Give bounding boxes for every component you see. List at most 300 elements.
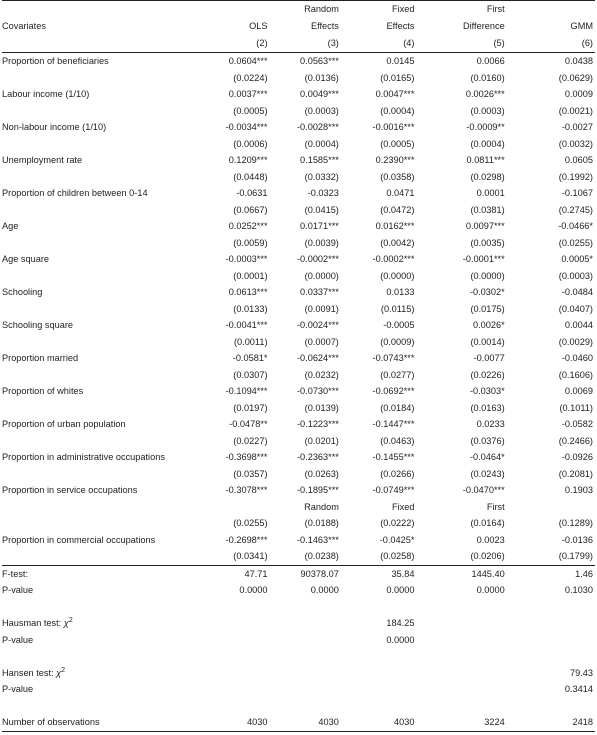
table-cell bbox=[339, 599, 415, 616]
coef-row bbox=[2, 152, 595, 169]
table-cell: (0.0206) bbox=[414, 548, 504, 565]
table-cell bbox=[268, 599, 339, 616]
spacer-row bbox=[2, 599, 595, 616]
table-cell: (0.0201) bbox=[304, 435, 339, 446]
se-row bbox=[2, 548, 595, 565]
table-cell: 4030 bbox=[268, 714, 339, 731]
table-cell: (0.0163) bbox=[470, 402, 505, 413]
hansen-label: Hansen test: bbox=[2, 667, 57, 678]
table-cell: (0.1011) bbox=[559, 402, 593, 413]
header-cell: First bbox=[414, 1, 504, 19]
table-cell bbox=[197, 632, 267, 649]
row-label: Proportion in commercial occupations bbox=[2, 534, 156, 545]
table-cell: 0.0162*** bbox=[375, 221, 415, 231]
table-cell: -0.1455*** bbox=[372, 452, 415, 462]
row-label bbox=[2, 367, 197, 384]
table-cell: -0.0323 bbox=[307, 188, 339, 198]
table-cell: -0.1895*** bbox=[296, 485, 339, 495]
table-cell: -0.3078*** bbox=[225, 485, 268, 495]
table-cell bbox=[339, 665, 415, 682]
table-cell: -0.0478** bbox=[229, 419, 268, 429]
header-cell: Fixed bbox=[339, 1, 415, 19]
table-cell: 0.0005* bbox=[561, 254, 593, 264]
header-cell bbox=[505, 1, 595, 19]
table-cell: 0.0145 bbox=[386, 56, 415, 66]
table-cell: 0.0133 bbox=[386, 287, 415, 297]
table-cell: (0.0009) bbox=[380, 336, 415, 347]
table-cell: 0.1585*** bbox=[300, 155, 339, 165]
table-cell bbox=[268, 698, 339, 715]
table-cell: 0.0037*** bbox=[228, 89, 268, 99]
se-row bbox=[2, 466, 595, 483]
table-cell: (0.0091) bbox=[304, 303, 339, 314]
table-cell: 0.0171*** bbox=[300, 221, 339, 231]
row-label: Number of observations bbox=[2, 714, 197, 731]
table-body bbox=[2, 1, 595, 732]
table-cell: -0.0009** bbox=[466, 122, 505, 132]
table-cell: (0.0003) bbox=[470, 105, 505, 116]
table-cell: 0.0049*** bbox=[300, 89, 339, 99]
table-cell: (0.0197) bbox=[233, 402, 268, 413]
table-cell bbox=[505, 599, 595, 616]
table-cell bbox=[197, 698, 267, 715]
table-cell: -0.1463*** bbox=[296, 534, 339, 545]
header-cell: Effects bbox=[386, 21, 415, 31]
table-cell: (0.0448) bbox=[233, 171, 268, 182]
table-cell: (0.0004) bbox=[470, 138, 505, 149]
table-cell: (0.0160) bbox=[470, 72, 505, 83]
table-cell: 0.0000 bbox=[310, 585, 339, 595]
table-cell: (0.0029) bbox=[558, 336, 593, 347]
table-cell bbox=[197, 499, 267, 516]
table-cell: -0.0425* bbox=[379, 534, 415, 545]
table-cell: 47.71 bbox=[244, 568, 268, 579]
table-cell: 0.3414 bbox=[564, 684, 593, 694]
regression-table bbox=[2, 0, 595, 732]
table-cell: (0.0341) bbox=[197, 548, 267, 565]
table-cell: -0.1447*** bbox=[372, 419, 415, 429]
se-row bbox=[2, 515, 595, 532]
table-cell: (0.1289) bbox=[558, 518, 593, 528]
table-cell: -0.0470*** bbox=[462, 485, 505, 495]
header-row-3 bbox=[2, 35, 595, 53]
table-cell: -0.0303* bbox=[469, 386, 505, 396]
row-label: Schooling square bbox=[2, 320, 73, 330]
table-cell: -0.1094*** bbox=[225, 386, 268, 396]
table-cell: (0.0243) bbox=[470, 468, 505, 479]
table-cell: (0.2466) bbox=[558, 435, 593, 446]
table-cell: (0.0001) bbox=[233, 270, 268, 281]
table-cell: -0.0749*** bbox=[372, 485, 415, 495]
row-label bbox=[2, 466, 197, 483]
table-cell: -0.0077 bbox=[473, 353, 505, 363]
table-cell: (0.0005) bbox=[233, 105, 268, 116]
table-cell: (0.0005) bbox=[380, 138, 415, 149]
table-cell: (0.0165) bbox=[380, 72, 415, 83]
table-cell bbox=[268, 648, 339, 665]
header-cell: (2) bbox=[197, 35, 267, 53]
table-cell: (0.0035) bbox=[470, 237, 505, 248]
table-cell: -0.0027 bbox=[561, 122, 593, 132]
row-label bbox=[2, 301, 197, 318]
table-cell: -0.0002*** bbox=[296, 254, 339, 264]
table-cell: (0.1799) bbox=[505, 548, 595, 565]
chi-symbol: χ bbox=[56, 667, 62, 678]
coef-row bbox=[2, 383, 595, 400]
table-cell: 0.1903 bbox=[564, 485, 593, 495]
header-cell: (3) bbox=[268, 35, 339, 53]
ftest-row bbox=[2, 565, 595, 582]
row-label bbox=[2, 665, 197, 682]
table-cell: 0.0047*** bbox=[375, 89, 415, 99]
table-cell: 0.0000 bbox=[386, 585, 415, 595]
table-cell: (0.0381) bbox=[470, 204, 505, 215]
table-cell: (0.0021) bbox=[558, 105, 593, 116]
row-label: Age square bbox=[2, 254, 49, 264]
table-cell: -0.3698*** bbox=[225, 452, 268, 462]
table-cell: (0.0463) bbox=[380, 435, 415, 446]
table-cell: -0.1223*** bbox=[296, 419, 339, 429]
table-cell: 0.0001 bbox=[476, 188, 505, 198]
header-cell: Difference bbox=[462, 21, 505, 31]
table-cell: 90378.07 bbox=[300, 568, 339, 579]
table-cell: -0.0041*** bbox=[225, 320, 268, 330]
se-row bbox=[2, 268, 595, 285]
pvalue-row bbox=[2, 582, 595, 599]
table-cell: (0.0000) bbox=[380, 270, 415, 281]
spacer-row bbox=[2, 698, 595, 715]
table-cell: -0.0005 bbox=[383, 320, 415, 330]
table-cell: (0.0222) bbox=[380, 518, 415, 528]
coef-row bbox=[2, 86, 595, 103]
header-cell: OLS bbox=[249, 21, 268, 31]
table-cell: (0.0232) bbox=[304, 369, 339, 380]
table-cell: 0.0026*** bbox=[465, 89, 505, 99]
row-label bbox=[2, 548, 197, 565]
table-cell: (0.0003) bbox=[558, 270, 593, 281]
coef-row bbox=[2, 119, 595, 136]
table-cell: -0.0631 bbox=[236, 188, 268, 198]
se-row bbox=[2, 235, 595, 252]
table-cell bbox=[414, 599, 504, 616]
table-cell: (0.0258) bbox=[339, 548, 415, 565]
row-label bbox=[2, 70, 197, 87]
hausman-label: Hausman test: bbox=[2, 618, 64, 628]
table-cell bbox=[339, 698, 415, 715]
row-label: Proportion of urban population bbox=[2, 419, 126, 429]
table-cell: 0.0337*** bbox=[300, 287, 339, 297]
hansen-row bbox=[2, 665, 595, 682]
row-label: Proportion married bbox=[2, 353, 79, 363]
coef-row bbox=[2, 218, 595, 235]
row-label: Age bbox=[2, 221, 19, 231]
table-cell: (0.0004) bbox=[304, 138, 339, 149]
table-cell: -0.0034*** bbox=[225, 122, 268, 132]
coef-row bbox=[2, 251, 595, 268]
se-row bbox=[2, 202, 595, 219]
table-cell bbox=[339, 648, 415, 665]
table-cell: (0.0004) bbox=[380, 105, 415, 116]
table-cell: (0.0226) bbox=[470, 369, 505, 380]
se-row bbox=[2, 367, 595, 384]
table-cell: (0.2745) bbox=[558, 204, 593, 215]
row-label bbox=[2, 698, 197, 715]
table-cell: (0.1606) bbox=[558, 369, 593, 380]
row-label: P-value bbox=[2, 585, 34, 595]
spacer-row bbox=[2, 648, 595, 665]
table-cell: -0.0460 bbox=[561, 353, 593, 363]
coef-row bbox=[2, 532, 595, 549]
table-cell: 4030 bbox=[339, 714, 415, 731]
table-cell bbox=[505, 698, 595, 715]
row-label: P-value bbox=[2, 684, 34, 694]
table-cell bbox=[197, 681, 267, 698]
table-cell bbox=[414, 665, 504, 682]
coef-row bbox=[2, 416, 595, 433]
row-label bbox=[2, 648, 197, 665]
se-row bbox=[2, 136, 595, 153]
table-cell: 0.0233 bbox=[476, 419, 505, 429]
row-label: Non-labour income (1/10) bbox=[2, 122, 107, 132]
row-label: Proportion of beneficiaries bbox=[2, 56, 109, 66]
table-cell: (0.0227) bbox=[233, 435, 268, 446]
table-cell: (0.0000) bbox=[304, 270, 339, 281]
table-cell: 0.0000 bbox=[239, 585, 268, 595]
table-cell: -0.0581* bbox=[232, 353, 268, 363]
table-cell: (0.0175) bbox=[470, 303, 505, 314]
row-label bbox=[2, 615, 197, 632]
header-cell: GMM bbox=[570, 21, 593, 31]
table-cell bbox=[268, 681, 339, 698]
table-cell: (0.0042) bbox=[380, 237, 415, 248]
table-cell: -0.1067 bbox=[561, 188, 593, 198]
se-row bbox=[2, 301, 595, 318]
header-cell bbox=[197, 1, 267, 19]
row-label: Labour income (1/10) bbox=[2, 89, 90, 99]
table-cell: 0.0563*** bbox=[300, 56, 339, 66]
table-cell: 0.1030 bbox=[564, 585, 593, 595]
table-cell: -0.0016*** bbox=[372, 122, 415, 132]
table-cell: (0.0014) bbox=[470, 336, 505, 347]
table-cell bbox=[197, 665, 267, 682]
table-cell bbox=[197, 648, 267, 665]
table-cell: (0.0357) bbox=[233, 468, 268, 479]
row-label bbox=[2, 334, 197, 351]
coef-row bbox=[2, 317, 595, 334]
table-cell: 0.1209*** bbox=[228, 155, 268, 165]
row-label: Proportion in service occupations bbox=[2, 485, 138, 495]
row-label: Schooling bbox=[2, 287, 43, 297]
table-cell: -0.0730*** bbox=[296, 386, 339, 396]
table-cell: 4030 bbox=[197, 714, 267, 731]
row-label: F-test: bbox=[2, 568, 29, 579]
header-cell: (5) bbox=[414, 35, 504, 53]
table-cell: -0.2363*** bbox=[296, 452, 339, 462]
table-cell: 0.0000 bbox=[476, 585, 505, 595]
table-cell: (0.0667) bbox=[233, 204, 268, 215]
table-cell: (0.0139) bbox=[304, 402, 339, 413]
table-cell: (0.0039) bbox=[304, 237, 339, 248]
table-cell: 0.0009 bbox=[564, 89, 593, 99]
table-cell: 0.0438 bbox=[564, 56, 593, 66]
table-cell: 0.0000 bbox=[386, 634, 415, 645]
pvalue-row bbox=[2, 681, 595, 698]
superscript: 2 bbox=[68, 616, 73, 624]
table-cell: -0.0484 bbox=[561, 287, 593, 297]
table-cell: (0.0266) bbox=[380, 468, 415, 479]
table-cell: 79.43 bbox=[570, 667, 593, 678]
row-label: Proportion in administrative occupations bbox=[2, 452, 165, 462]
table-cell: 0.0026* bbox=[473, 320, 505, 330]
table-cell bbox=[414, 632, 504, 649]
table-cell: (0.0000) bbox=[470, 270, 505, 281]
table-cell: (0.0255) bbox=[233, 518, 268, 528]
table-cell: (0.0277) bbox=[380, 369, 415, 380]
table-cell: -0.0464* bbox=[469, 452, 505, 462]
table-cell: 184.25 bbox=[386, 618, 415, 628]
table-cell: 3224 bbox=[414, 714, 504, 731]
table-cell: (0.0415) bbox=[304, 204, 339, 215]
header-empty bbox=[2, 35, 197, 53]
row-label bbox=[2, 202, 197, 219]
row-label: Proportion of whites bbox=[2, 386, 84, 396]
table-cell: -0.0624*** bbox=[296, 353, 339, 363]
header-cell: Effects bbox=[310, 21, 339, 31]
table-cell: (0.0184) bbox=[380, 402, 415, 413]
table-cell bbox=[339, 681, 415, 698]
table-cell: 1.46 bbox=[575, 568, 593, 579]
table-cell bbox=[414, 615, 504, 632]
table-cell: 0.2390*** bbox=[375, 155, 415, 165]
table-cell: -0.2698*** bbox=[225, 534, 268, 545]
table-cell: (0.0255) bbox=[558, 237, 593, 248]
table-cell bbox=[414, 648, 504, 665]
table-cell: (0.0007) bbox=[304, 336, 339, 347]
se-row bbox=[2, 433, 595, 450]
se-row bbox=[2, 169, 595, 186]
row-label bbox=[2, 400, 197, 417]
table-cell: (0.0059) bbox=[233, 237, 268, 248]
table-cell: -0.0002*** bbox=[372, 254, 415, 264]
table-cell: 35.84 bbox=[391, 568, 415, 579]
coef-row bbox=[2, 53, 595, 70]
table-cell: -0.0466* bbox=[558, 221, 593, 231]
table-cell: -0.0024*** bbox=[296, 320, 339, 330]
header-row-1 bbox=[2, 1, 595, 19]
table-cell: 1445.40 bbox=[471, 568, 505, 579]
se-row bbox=[2, 334, 595, 351]
header-empty bbox=[2, 1, 197, 19]
pvalue-row bbox=[2, 632, 595, 649]
table-cell: (0.0629) bbox=[558, 72, 593, 83]
table-cell: (0.0472) bbox=[380, 204, 415, 215]
table-cell: (0.0307) bbox=[233, 369, 268, 380]
table-cell: -0.0302* bbox=[469, 287, 505, 297]
table-cell bbox=[414, 681, 504, 698]
table-cell: (0.0376) bbox=[470, 435, 505, 446]
se-row bbox=[2, 70, 595, 87]
table-cell: (0.0133) bbox=[233, 303, 268, 314]
table-cell: Fixed bbox=[391, 501, 415, 512]
table-cell: (0.0238) bbox=[268, 548, 339, 565]
table-cell: (0.0407) bbox=[558, 303, 593, 314]
table-cell: (0.0298) bbox=[470, 171, 505, 182]
superscript: 2 bbox=[61, 666, 66, 674]
se-row bbox=[2, 400, 595, 417]
table-cell bbox=[268, 615, 339, 632]
row-label bbox=[2, 103, 197, 120]
coef-row bbox=[2, 350, 595, 367]
row-label bbox=[2, 599, 197, 616]
row-label bbox=[2, 235, 197, 252]
table-cell: Random bbox=[304, 501, 339, 512]
table-cell: (0.0332) bbox=[304, 171, 339, 182]
table-cell: 0.0252*** bbox=[228, 221, 268, 231]
table-cell: -0.0743*** bbox=[372, 353, 415, 363]
table-cell: 0.0066 bbox=[476, 56, 505, 66]
table-cell: (0.0263) bbox=[304, 468, 339, 479]
table-cell bbox=[268, 665, 339, 682]
table-cell: -0.0136 bbox=[561, 534, 593, 545]
table-cell: (0.2081) bbox=[558, 468, 593, 479]
table-cell bbox=[197, 615, 267, 632]
table-cell: (0.0136) bbox=[304, 72, 339, 83]
table-cell: 0.0023 bbox=[476, 534, 505, 545]
table-cell: 0.0604*** bbox=[228, 56, 268, 66]
hausman-row bbox=[2, 615, 595, 632]
table-cell: -0.0001*** bbox=[462, 254, 505, 264]
table-cell bbox=[268, 632, 339, 649]
table-cell: (0.0032) bbox=[558, 138, 593, 149]
coef-row bbox=[2, 482, 595, 499]
table-cell bbox=[505, 632, 595, 649]
table-cell: First bbox=[486, 501, 505, 512]
table-cell: 2418 bbox=[505, 714, 595, 731]
row-label: P-value bbox=[2, 634, 34, 645]
table-cell: 0.0044 bbox=[564, 320, 593, 330]
table-cell: 0.0613*** bbox=[228, 287, 268, 297]
coef-row bbox=[2, 185, 595, 202]
table-cell: (0.0358) bbox=[380, 171, 415, 182]
table-cell: 0.0811*** bbox=[466, 155, 505, 165]
table-cell: (0.0164) bbox=[470, 518, 505, 528]
table-cell: (0.0011) bbox=[233, 336, 268, 347]
row-label bbox=[2, 136, 197, 153]
se-row bbox=[2, 499, 595, 516]
se-row bbox=[2, 103, 595, 120]
row-label bbox=[2, 515, 197, 532]
coef-row bbox=[2, 449, 595, 466]
header-cell: (6) bbox=[505, 35, 595, 53]
table-cell: -0.0926 bbox=[561, 452, 593, 462]
row-label: Proportion of children between 0-14 bbox=[2, 188, 148, 198]
table-cell: (0.0188) bbox=[304, 518, 339, 528]
table-cell: -0.0692*** bbox=[372, 386, 415, 396]
table-cell: 0.0471 bbox=[386, 188, 415, 198]
table-cell: 0.0605 bbox=[564, 155, 593, 165]
table-cell: -0.0003*** bbox=[225, 254, 268, 264]
table-cell bbox=[505, 615, 595, 632]
table-cell bbox=[505, 499, 595, 516]
coef-row bbox=[2, 284, 595, 301]
row-label bbox=[2, 499, 197, 516]
row-label bbox=[2, 268, 197, 285]
table-cell: (0.1992) bbox=[558, 171, 593, 182]
table-cell: (0.0224) bbox=[233, 72, 268, 83]
table-cell bbox=[505, 648, 595, 665]
row-label bbox=[2, 169, 197, 186]
table-cell: -0.0028*** bbox=[296, 122, 339, 132]
